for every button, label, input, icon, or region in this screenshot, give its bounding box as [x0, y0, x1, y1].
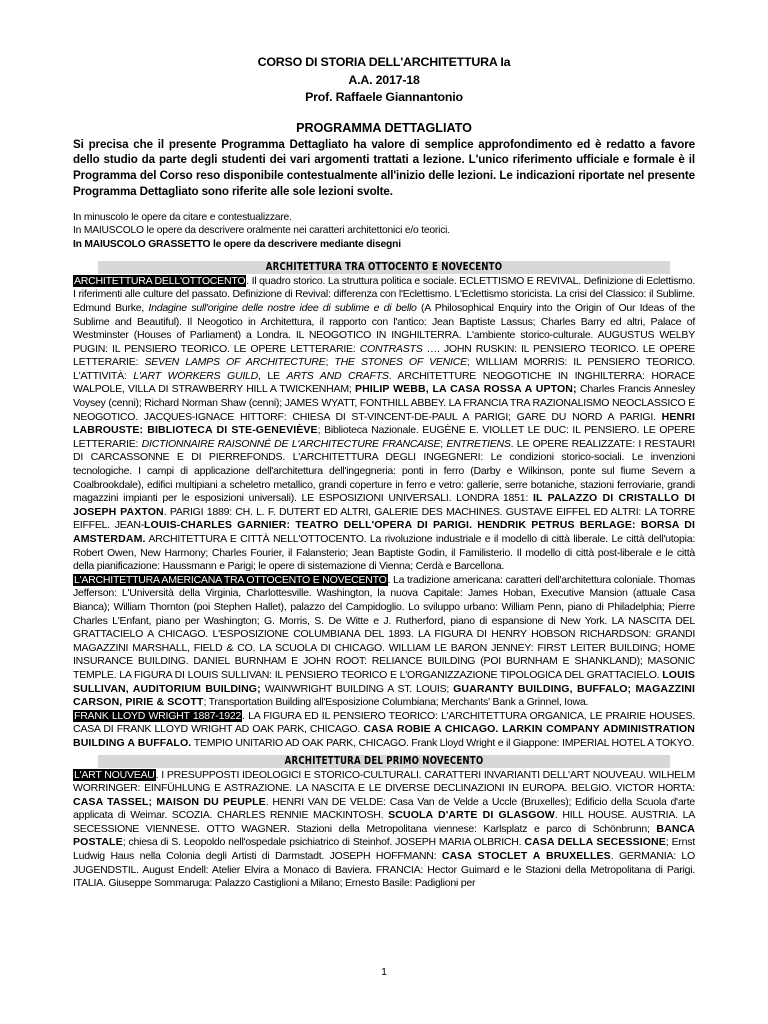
professor-name: Prof. Raffaele Giannantonio [305, 90, 463, 104]
text-run: TEMPIO UNITARIO AD OAK PARK, CHICAGO. Frank Lloyd Wright e il Giappone: IMPERIAL HOTEL A TOKYO. [191, 736, 695, 749]
bold-run: BANCA POSTALE [73, 822, 695, 849]
bold-run: CASA ROBIE A CHICAGO. LARKIN COMPANY ADMINISTRATION BUILDING A BUFFALO. [73, 723, 695, 749]
text-run: ; Ernst Ludwig Haus nella Colonia degli Artisti di Darmstadt. JOSEPH HOFFMANN: [73, 836, 695, 863]
text-run: . ARCHITETTURE NEOGOTICHE IN INGHILTERRA: HORACE WALPOLE, VILLA DI STRAWBERRY HILL A TWICKENHAM; [73, 369, 696, 396]
text-run: Charles Francis Annesley Voysey (cenni); Richard Norman Shaw (cenni); JAMES WYATT, FONTHILL ABBEY. LA FRANCIA TRA RAZIONALISMO NEOCLASSICO E NEOGOTICO. JACQUES-IGNACE HITTORF: CHIESA DI ST-VINCENT-DE-PAUL A PARIGI; GARE DU NORD A PARIGI. [73, 383, 695, 423]
paragraph-art-nouveau [73, 769, 695, 891]
highlight-label: L'ART NOUVEAU [74, 768, 155, 781]
legend-bold: In MAIUSCOLO GRASSETTO le opere da descrivere mediante disegni [73, 238, 401, 250]
course-title: CORSO DI STORIA DELL'ARCHITETTURA Ia [257, 55, 511, 69]
bold-run: SCUOLA D'ARTE DI GLASGOW [388, 809, 555, 822]
intro-paragraph: Si precisa che il presente Programma Dettagliato ha valore di semplice approfondimento ed è redatto a favore dello studio da parte degli studenti dei vari argomenti trattati a lezione. L'unico riferimento ufficiale e formale è il Programma del Corso reso disponibile contestualmente all'inizio delle lezioni. Le indicazioni riportate nel presente Programma Dettagliato sono riferite alle sole lezioni svolte. [73, 137, 695, 199]
text-run: . HENRI VAN DE VELDE: Casa Van de Velde a Uccle (Bruxelles); Edificio della Scuola d'arte applicata di Weimar. SCOZIA. CHARLES RENNIE MACKINTOSH. [73, 795, 695, 822]
section-heading-primo-novecento: ARCHITETTURA DEL PRIMO NOVECENTO [98, 755, 670, 768]
highlight-label: ARCHITETTURA DELL'OTTOCENTO [74, 274, 246, 287]
text-run: …. JOHN RUSKIN: IL PENSIERO TEORICO. LE OPERE LETTERARIE: [73, 342, 696, 369]
bold-run: PHILIP WEBB, LA CASA ROSSA A UPTON; [354, 383, 577, 396]
italic-run: L'ART WORKERS GUILD [133, 369, 258, 382]
italic-run: CONTRASTS [359, 342, 423, 355]
text-run: . LE OPERE REALIZZATE: I RESTAURI DI CARCASSONNE E DI PIERREFONDS. L'ARCHITETTURA DEGLI INGEGNERI: Le condizioni storico-sociali. Le invenzioni tecnologiche. I campi di applicazione dell'architettura dell'ingegneria: ponti in ferro (Darby e Wilkinson, ponte sul fiume Severn a Coalbrookdale), edifici multipiani a scheletro metallico, grandi coperture in ferro e vetro: gallerie, serre botaniche, stazioni ferroviarie, grandi magazzini impianti per le esposizioni universali). LE ESPOSIZIONI UNIVERSALI. LONDRA 1851: [73, 437, 695, 505]
course-header [73, 54, 695, 107]
bold-run: LOUIS-CHARLES GARNIER: TEATRO DELL'OPERA DI PARIGI. HENDRIK PETRUS BERLAGE: BORSA DI AMSTERDAM. [73, 519, 695, 546]
text-run: . GERMANIA: LO JUGENDSTIL. August Endell: Atelier Elvira a Monaco di Baviera. FRANCIA: Hector Guimard e le Stazioni della Metropolitana di Parigi. ITALIA. Giuseppe Sommaruga: Palazzo Castiglioni a Milano; Ernesto Basile: Padiglioni per [73, 850, 695, 890]
text-run: ; WILLIAM MORRIS: IL PENSIERO TEORICO. L'ATTIVITÀ: [73, 356, 695, 382]
bold-run: GUARANTY BUILDING, BUFFALO; MAGAZZINI CARSON, PIRIE & SCOTT [73, 682, 695, 709]
text-run: (A Philosophical Enquiry into the Origin of Our Ideas of the Sublime and Beautiful). Il Neogotico in Architettura, il rapporto con l'antico: Jean Baptiste Lassus; Charles Barry ed altri, Palace of Westminster (Houses of Parliament) a Londra. IL NEOGOTICO IN INGHILTERRA. L'ambiente storico-culturale. AUGUSTUS WELBY PUGIN: IL PENSIERO TEORICO. LE OPERE LETTERARIE: [73, 301, 695, 355]
paragraph-architettura-americana [73, 574, 695, 710]
text-run: . I PRESUPPOSTI IDEOLOGICI E STORICO-CULTURALI. CARATTERI INVARIANTI DELL'ART NOUVEAU. WILHELM WORRINGER: EINFÜHLUNG E ASTRAZIONE. LA NASCITA E LE DIVERSE DECLINAZIONI IN EUROPA. BELGIO. VICTOR HORTA: [73, 768, 696, 795]
text-run: . HILL HOUSE. AUSTRIA. LA SECESSIONE VIENNESE. OTTO WAGNER. Stazioni della Metropolitana viennese: Karlsplatz e parco di Schönbrunn; [73, 809, 695, 835]
highlight-label: FRANK LLOYD WRIGHT 1887-1922 [74, 709, 242, 722]
text-run: ; [325, 356, 335, 369]
italic-run: SEVEN LAMPS OF ARCHITECTURE [144, 356, 326, 369]
text-run: ARCHITETTURA E CITTÀ NELL'OTTOCENTO. La rivoluzione industriale e il modello di città liberale. Le città dell'utopia: Robert Owen, New Harmony; Charles Fourier, il Falansterio; Jean Baptiste Godin, il Familisterio. Il modello di città post-liberale e le città della pianificazione: Haussmann e Parigi; le opere di sistemazione di Vienna; Cerdà e Barcellona. [73, 533, 695, 573]
bold-run: CASA STOCLET A BRUXELLES [441, 850, 611, 863]
legend-uppercase: In MAIUSCOLO le opere da descrivere oralmente nei caratteri architettonici e/o teorici. [73, 225, 450, 237]
legend-lowercase: In minuscolo le opere da citare e contestualizzare. [73, 212, 292, 224]
text-run: ; Biblioteca Nazionale. EUGÈNE E. VIOLLET LE DUC: IL PENSIERO. LE OPERE LETTERARIE: [73, 424, 695, 450]
bold-run: CASA TASSEL; MAISON DU PEUPLE [73, 795, 266, 808]
section-heading-ottocento-novecento: ARCHITETTURA TRA OTTOCENTO E NOVECENTO [98, 261, 670, 274]
text-run: . LA FIGURA ED IL PENSIERO TEORICO: L'ARCHITETTURA ORGANICA, LE PRAIRIE HOUSES. CASA DI FRANK LLOYD WRIGHT AD OAK PARK, CHICAGO. [73, 709, 696, 736]
text-run: ; chiesa di S. Leopoldo nell'ospedale psichiatrico di Steinhof. JOSEPH MARIA OLBRICH. [122, 836, 525, 849]
highlight-label: L'ARCHITETTURA AMERICANA TRA OTTOCENTO E NOVECENTO [74, 573, 387, 586]
bold-run: HENRI LABROUSTE: BIBLIOTECA DI STE-GENEVIÈVE [73, 410, 695, 437]
text-run: WAINWRIGHT BUILDING A ST. LOUIS; [260, 682, 454, 695]
italic-run: Indagine sull'origine delle nostre idee di sublime e di bello [148, 301, 417, 314]
text-run: ; [440, 437, 447, 450]
text-run: . La tradizione americana: caratteri dell'architettura coloniale. Thomas Jefferson: L'Università della Virginia, Charlottesville. Washington, la nuova Capitale: James Hoban, Executive Mansion (attuale Casa Bianca); William Thornton (poi Stephen Hallet), palazzo del Campidoglio. Lo sviluppo urbano: William Penn, piano di Philadelphia; Pierre Charles L'Enfant, piano per Washington; G. Morris, S. De Witte e J. Rutherford, piano di espansione di New York. LA NASCITA DEL GRATTACIELO A CHICAGO. L'ESPOSIZIONE COLUMBIANA DEL 1893. LA FIGURA DI HENRY HOBSON RICHARDSON: GRANDI MAGAZZINI MARSHALL, FIELD & CO. LA SCUOLA DI CHICAGO. WILLIAM LE BARON JENNEY: FIRST LEITER BUILDING; HOME INSURANCE BUILDING. DANIEL BURNHAM E JOHN ROOT: RELIANCE BUILDING (POI BURNHAM E SHANKLAND); MASONIC TEMPLE. LA FIGURA DI LOUIS SULLIVAN: IL PENSIERO TEORICO E L'ORGANIZZAZIONE TIPOLOGICA DEL GRATTACIELO. [73, 573, 695, 681]
italic-run: ARTS AND CRAFTS [286, 369, 389, 382]
italic-run: ENTRETIENS [446, 437, 511, 450]
paragraph-architettura-ottocento [73, 275, 695, 574]
italic-run: THE STONES OF VENICE [334, 356, 467, 369]
text-run: . Il quadro storico. La struttura politica e sociale. ECLETTISMO E REVIVAL. Definizione di Eclettismo. I riferimenti alle culture del passato. Definizione di Revival: differenza con l'Eclettismo. L'Eclettismo storicista. La crisi del Classico: il Sublime. Edmund Burke, [73, 274, 695, 314]
academic-year: A.A. 2017-18 [348, 72, 420, 87]
text-run: , LE [258, 369, 287, 382]
bold-run: IL PALAZZO DI CRISTALLO DI JOSEPH PAXTON [73, 492, 695, 518]
bold-run: CASA DELLA SECESSIONE [524, 836, 666, 849]
italic-run: DICTIONNAIRE RAISONNÉ DE L'ARCHITECTURE FRANCAISE [141, 437, 441, 450]
legend [73, 211, 695, 251]
paragraph-frank-lloyd-wright [73, 710, 695, 751]
text-run: . PARIGI 1889: CH. L. F. DUTERT ED ALTRI, GALERIE DES MACHINES. GUSTAVE EIFFEL ED ALTRI: LA TORRE EIFFEL. JEAN- [73, 505, 696, 532]
text-run: ; Transportation Building all'Esposizione Columbiana; Merchants' Bank a Grinnel, Iowa. [203, 696, 589, 709]
program-title: PROGRAMMA DETTAGLIATO [296, 120, 472, 135]
page-number: 1 [381, 966, 387, 978]
bold-run: LOUIS SULLIVAN, AUDITORIUM BUILDING; [73, 668, 695, 695]
